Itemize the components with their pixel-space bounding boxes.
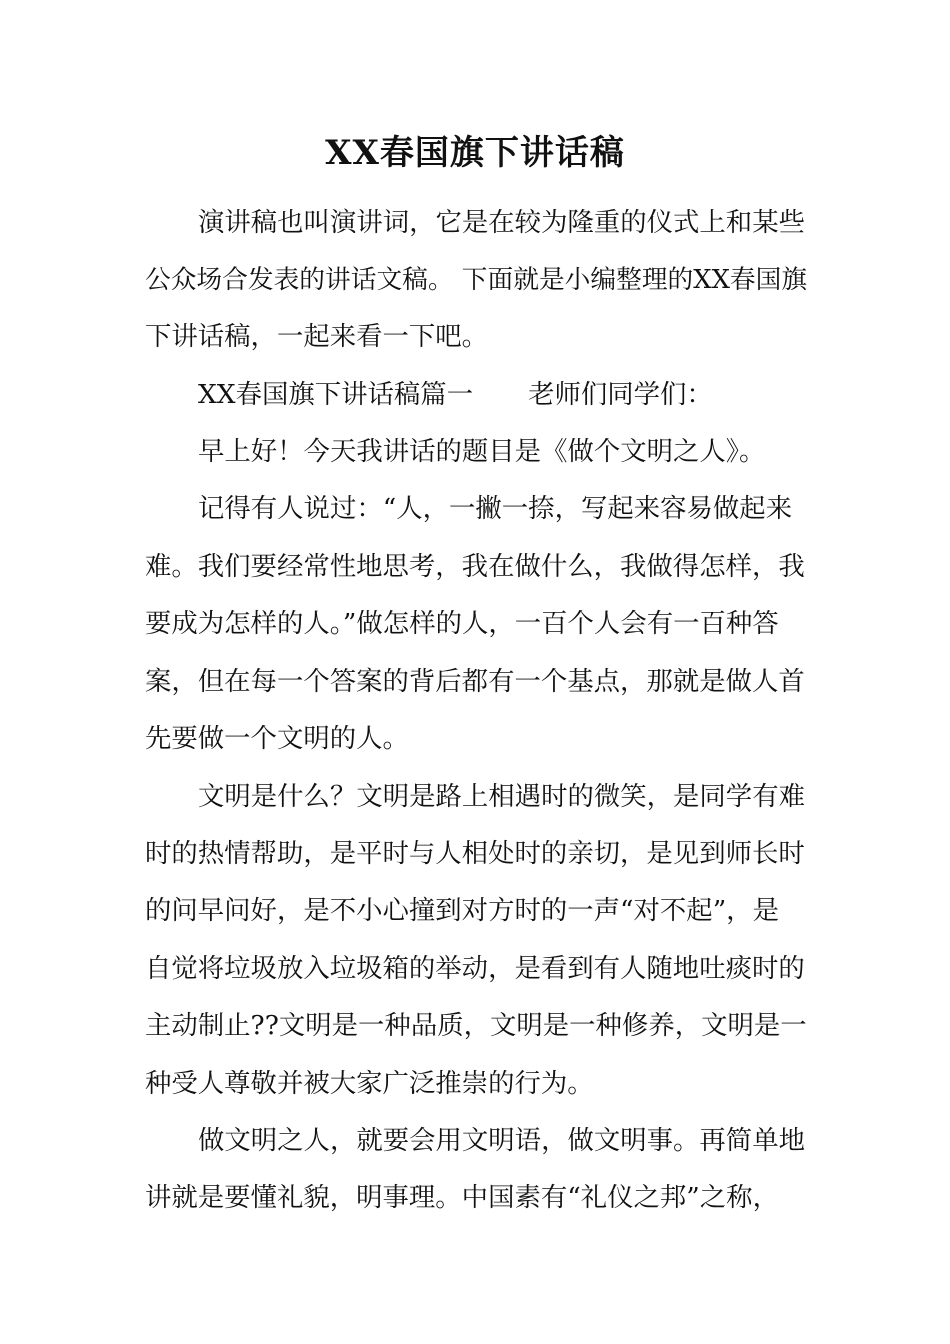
paragraph-line: 时的热情帮助，是平时与人相处时的亲切，是见到师长时	[145, 838, 805, 869]
paragraph-line: 做文明之人，就要会用文明语，做文明事。再简单地	[198, 1125, 805, 1156]
paragraph-line: 下讲话稿，一起来看一下吧。	[145, 321, 489, 352]
paragraph-line: 文明是什么？文明是路上相遇时的微笑，是同学有难	[198, 781, 805, 812]
paragraph-line: 自觉将垃圾放入垃圾箱的举动，是看到有人随地吐痰时的	[145, 953, 805, 984]
paragraph-line: 种受人尊敬并被大家广泛推崇的行为。	[145, 1068, 594, 1099]
paragraph-line: 演讲稿也叫演讲词，它是在较为隆重的仪式上和某些	[198, 207, 805, 238]
paragraph-line: 难。我们要经常性地思考，我在做什么，我做得怎样，我	[145, 551, 805, 582]
section-heading-line	[198, 375, 810, 415]
paragraph-line: 的问早问好，是不小心撞到对方时的一声“对不起”，是	[145, 895, 779, 926]
document-title: XX春国旗下讲话稿	[325, 133, 625, 173]
paragraph-line: 要成为怎样的人。”做怎样的人，一百个人会有一百种答	[145, 608, 779, 639]
paragraph-line: 记得有人说过：“人，一撇一捺，写起来容易做起来	[198, 493, 793, 524]
paragraph-line: 先要做一个文明的人。	[145, 723, 409, 754]
paragraph-line: 早上好！今天我讲话的题目是《做个文明之人》。	[198, 436, 766, 467]
paragraph-line: 案，但在每一个答案的背后都有一个基点，那就是做人首	[145, 666, 805, 697]
salutation: 老师们同学们：	[528, 379, 713, 410]
paragraph-line: 讲就是要懂礼貌，明事理。中国素有“礼仪之邦”之称，	[145, 1182, 779, 1213]
paragraph-line: 公众场合发表的讲话文稿。 下面就是小编整理的XX春国旗	[145, 265, 808, 295]
section-heading: XX春国旗下讲话稿篇一	[198, 379, 474, 410]
paragraph-line: 主动制止??文明是一种品质，文明是一种修养，文明是一	[145, 1010, 807, 1041]
